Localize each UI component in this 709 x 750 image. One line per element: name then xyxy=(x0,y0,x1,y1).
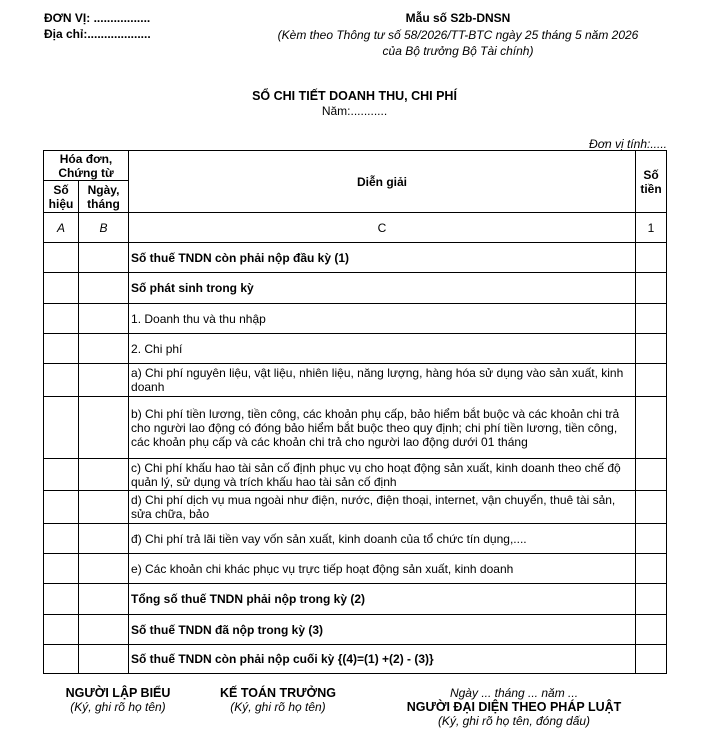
document-title: SỔ CHI TIẾT DOANH THU, CHI PHÍ xyxy=(252,89,457,103)
row-chi-phi-d: d) Chi phí dịch vụ mua ngoài như điện, nước, điện thoại, internet, vận chuyển, thuê tài sản, sửa chữa, bảo xyxy=(129,491,636,524)
cell-ngay-thang xyxy=(79,459,129,491)
cell-ngay-thang xyxy=(79,397,129,459)
ke-toan-truong-title: KẾ TOÁN TRƯỞNG xyxy=(220,686,336,700)
ngay-thang-nam: Ngày ... tháng ... năm ... xyxy=(449,686,579,700)
cell-so-tien xyxy=(636,397,667,459)
index-c: C xyxy=(129,213,636,243)
mau-so-label: Mẫu số S2b-DNSN xyxy=(405,11,511,25)
cell-so-tien xyxy=(636,584,667,615)
index-1: 1 xyxy=(636,213,667,243)
row-so-thue-dau-ky: Số thuế TNDN còn phải nộp đầu kỳ (1) xyxy=(129,243,636,273)
dai-dien-sub: (Ký, ghi rõ họ tên, đóng dấu) xyxy=(437,714,591,728)
cell-ngay-thang xyxy=(79,615,129,645)
cell-so-hieu xyxy=(44,491,79,524)
kem-theo-line-2: của Bộ trưởng Bộ Tài chính) xyxy=(382,44,534,58)
row-chi-phi-dd: đ) Chi phí trả lãi tiền vay vốn sản xuất, kinh doanh của tổ chức tín dụng,.... xyxy=(129,524,636,554)
row-chi-phi-a: a) Chi phí nguyên liệu, vật liệu, nhiên liệu, năng lượng, hàng hóa sử dụng vào sản xuất, kinh doanh xyxy=(129,364,636,397)
group-header-hoa-don: Hóa đơn, Chứng từ xyxy=(44,151,129,181)
cell-ngay-thang xyxy=(79,554,129,584)
row-chi-phi-c: c) Chi phí khấu hao tài sản cố định phục vụ cho hoạt động sản xuất, kinh doanh theo chế độ quản lý, sử dụng và trích khấu hao tài sản cố định xyxy=(129,459,636,491)
col-header-dien-giai: Diễn giải xyxy=(129,151,636,213)
cell-so-hieu xyxy=(44,615,79,645)
cell-so-tien xyxy=(636,491,667,524)
row-tong-thue-trong-ky: Tổng số thuế TNDN phải nộp trong kỳ (2) xyxy=(129,584,636,615)
cell-so-tien xyxy=(636,459,667,491)
cell-so-tien xyxy=(636,524,667,554)
dai-dien-title: NGƯỜI ĐẠI DIỆN THEO PHÁP LUẬT xyxy=(406,700,622,714)
cell-so-hieu xyxy=(44,524,79,554)
signature-ke-toan-truong xyxy=(203,686,353,714)
row-chi-phi-e: e) Các khoản chi khác phục vụ trực tiếp hoạt động sản xuất, kinh doanh xyxy=(129,554,636,584)
kem-theo-note xyxy=(258,27,658,59)
cell-so-hieu xyxy=(44,364,79,397)
cell-ngay-thang xyxy=(79,645,129,674)
cell-ngay-thang xyxy=(79,524,129,554)
cell-ngay-thang xyxy=(79,243,129,273)
cell-so-tien xyxy=(636,554,667,584)
index-a: A xyxy=(44,213,79,243)
row-chi-phi-b: b) Chi phí tiền lương, tiền công, các khoản phụ cấp, bảo hiểm bắt buộc và các khoản chi trả cho người lao động có đóng bảo hiểm bắt buộc theo quy định; chi phí tiền lương, tiền công, các khoản phụ cấp và các khoản chi trả cho người lao động dưới 01 tháng xyxy=(129,397,636,459)
row-doanh-thu: 1. Doanh thu và thu nhập xyxy=(129,304,636,334)
col-header-so-hieu: Số hiệu xyxy=(44,181,79,213)
col-header-ngay-thang: Ngày, tháng xyxy=(79,181,129,213)
kem-theo-line-1: (Kèm theo Thông tư số 58/2026/TT-BTC ngày 25 tháng 5 năm 2026 xyxy=(277,28,639,42)
cell-so-hieu xyxy=(44,459,79,491)
cell-so-hieu xyxy=(44,584,79,615)
row-thue-da-nop: Số thuế TNDN đã nộp trong kỳ (3) xyxy=(129,615,636,645)
don-vi-label: ĐƠN VỊ: ................. xyxy=(44,11,151,25)
ke-toan-truong-sub: (Ký, ghi rõ họ tên) xyxy=(230,700,326,714)
row-so-phat-sinh: Số phát sinh trong kỳ xyxy=(129,273,636,304)
year-label: Năm:........... xyxy=(321,104,388,118)
cell-ngay-thang xyxy=(79,584,129,615)
row-chi-phi: 2. Chi phí xyxy=(129,334,636,364)
cell-so-hieu xyxy=(44,554,79,584)
signature-dai-dien xyxy=(380,686,648,728)
cell-so-hieu xyxy=(44,334,79,364)
cell-so-hieu xyxy=(44,645,79,674)
cell-so-tien xyxy=(636,615,667,645)
cell-ngay-thang xyxy=(79,334,129,364)
cell-so-hieu xyxy=(44,273,79,304)
cell-so-hieu xyxy=(44,397,79,459)
cell-ngay-thang xyxy=(79,364,129,397)
dia-chi-label: Địa chỉ:................... xyxy=(44,27,151,41)
cell-so-tien xyxy=(636,273,667,304)
cell-so-tien xyxy=(636,243,667,273)
index-b: B xyxy=(79,213,129,243)
cell-so-hieu xyxy=(44,243,79,273)
cell-ngay-thang xyxy=(79,491,129,524)
cell-ngay-thang xyxy=(79,273,129,304)
ledger-table xyxy=(43,150,667,674)
nguoi-lap-bieu-sub: (Ký, ghi rõ họ tên) xyxy=(70,700,166,714)
row-thue-cuoi-ky: Số thuế TNDN còn phải nộp cuối kỳ {(4)=(1) +(2) - (3)} xyxy=(129,645,636,674)
cell-so-tien xyxy=(636,334,667,364)
col-header-so-tien: Số tiền xyxy=(636,151,667,213)
cell-so-tien xyxy=(636,304,667,334)
cell-so-tien xyxy=(636,645,667,674)
unit-label: Đơn vị tính:..... xyxy=(589,137,667,151)
cell-so-hieu xyxy=(44,304,79,334)
nguoi-lap-bieu-title: NGƯỜI LẬP BIỂU xyxy=(65,686,171,700)
cell-ngay-thang xyxy=(79,304,129,334)
cell-so-tien xyxy=(636,364,667,397)
signature-nguoi-lap-bieu xyxy=(48,686,188,714)
